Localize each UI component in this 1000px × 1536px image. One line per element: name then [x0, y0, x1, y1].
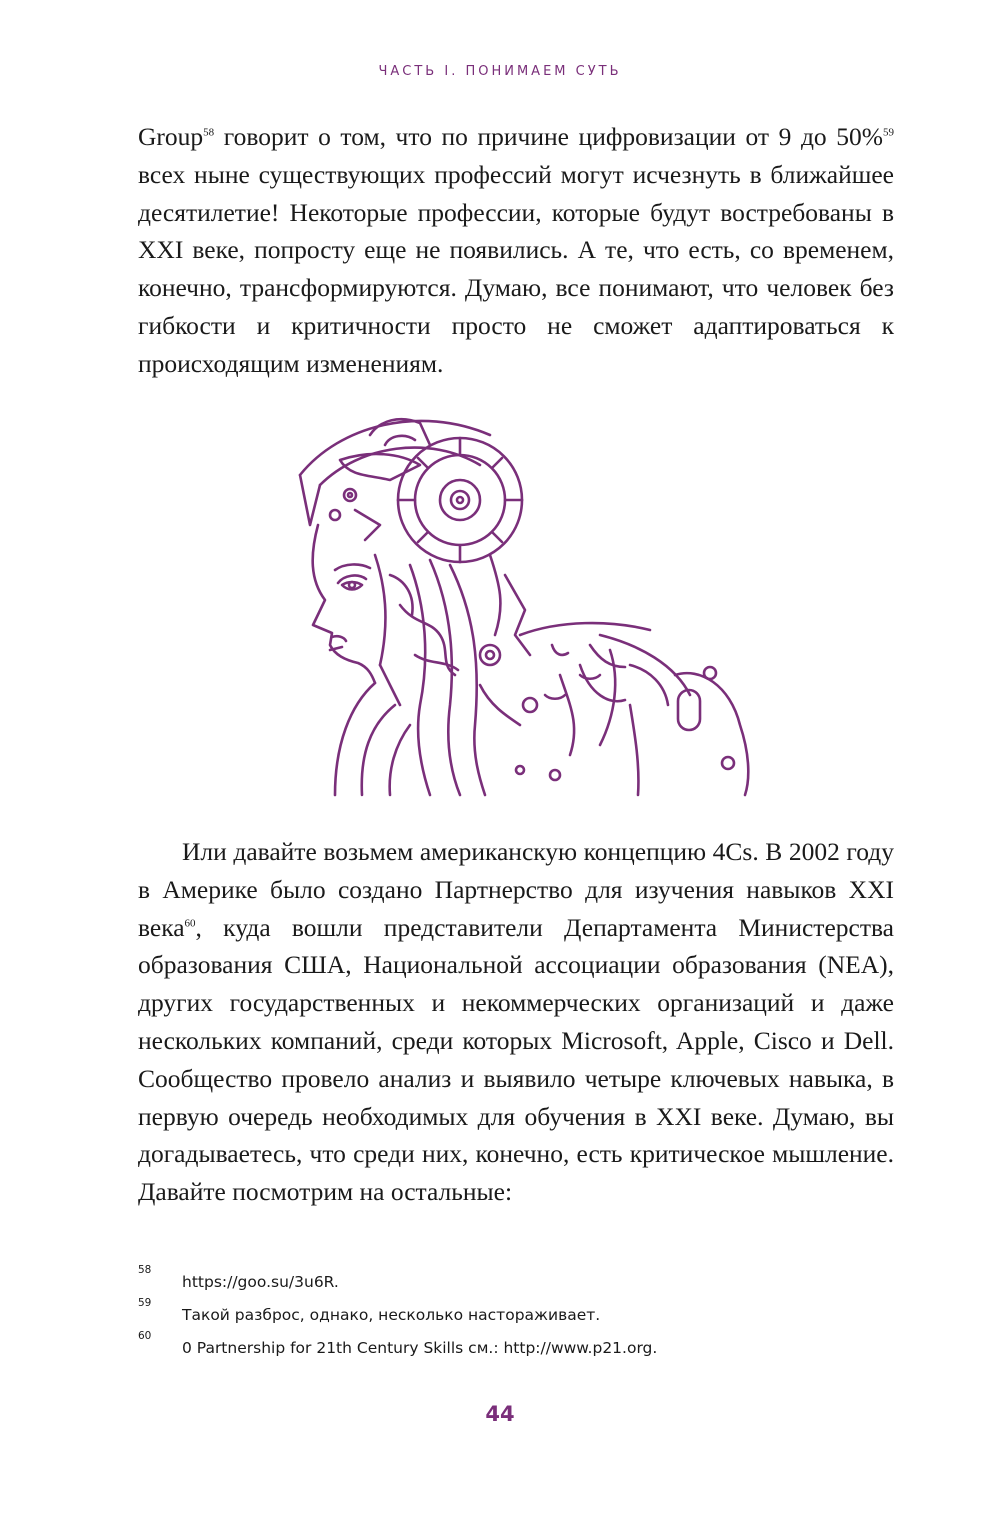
- paragraph-2: [138, 833, 894, 1211]
- paragraph-2-text-b: , куда вошли представители Департамента Министерства образования США, Национальной ассоциации образования (NEA), других государственных и некоммерческих организаций и даже нескольких компаний, среди которых Microsoft, Apple, Cisco и Dell. Сообщество провело анализ и выявило четыре ключевых навыка, в первую очередь необходимых для обучения в XXI веке. Думаю, вы догадываетесь, что среди них, конечно, есть критическое мышление. Давайте посмотрим на остальные:: [138, 912, 894, 1207]
- footnote-58: [138, 1266, 898, 1299]
- footnote-link[interactable]: 0 Partnership for 21th Century Skills см.: http://www.p21.org.: [182, 1339, 658, 1357]
- paragraph-1: [138, 118, 894, 383]
- page-number: 44: [485, 1402, 515, 1426]
- robot-woman-line-art-icon: [280, 405, 780, 800]
- paragraph-1-lead: Group: [138, 122, 204, 151]
- footnote-text: Такой разброс, однако, несколько настораживает.: [182, 1306, 601, 1324]
- paragraph-1-text-b: всех ныне существующих профессий могут исчезнуть в ближайшее десятилетие! Некоторые профессии, которые будут востребованы в XXI веке, попросту еще не появились. А те, что есть, со временем, конечно, трансформируются. Думаю, все понимают, что человек без гибкости и критичности просто не сможет адаптироваться к происходящим изменениям.: [138, 159, 894, 378]
- paragraph-1-text-a: говорит о том, что по причине цифровизации от 9 до 50%: [214, 122, 883, 151]
- robot-woman-illustration: [280, 405, 780, 800]
- footnote-ref-60[interactable]: 60: [184, 917, 196, 930]
- footnote-number: 58: [138, 1264, 152, 1276]
- footnote-link[interactable]: https://goo.su/3u6R.: [182, 1273, 339, 1291]
- footnote-ref-58[interactable]: 58: [203, 126, 215, 139]
- footnote-59: [138, 1299, 898, 1332]
- footnotes: [138, 1266, 898, 1365]
- running-head: ЧАСТЬ I. ПОНИМАЕМ СУТЬ: [378, 64, 622, 79]
- footnote-number: 59: [138, 1297, 152, 1309]
- footnote-60: [138, 1332, 898, 1365]
- paragraph-2-text-a: Или давайте возьмем американскую концепцию 4Cs. В 2002 году в Америке было создано Партнерство для изучения навыков XXI века: [138, 837, 894, 942]
- footnote-number: 60: [138, 1330, 152, 1342]
- footnote-ref-59[interactable]: 59: [883, 126, 894, 139]
